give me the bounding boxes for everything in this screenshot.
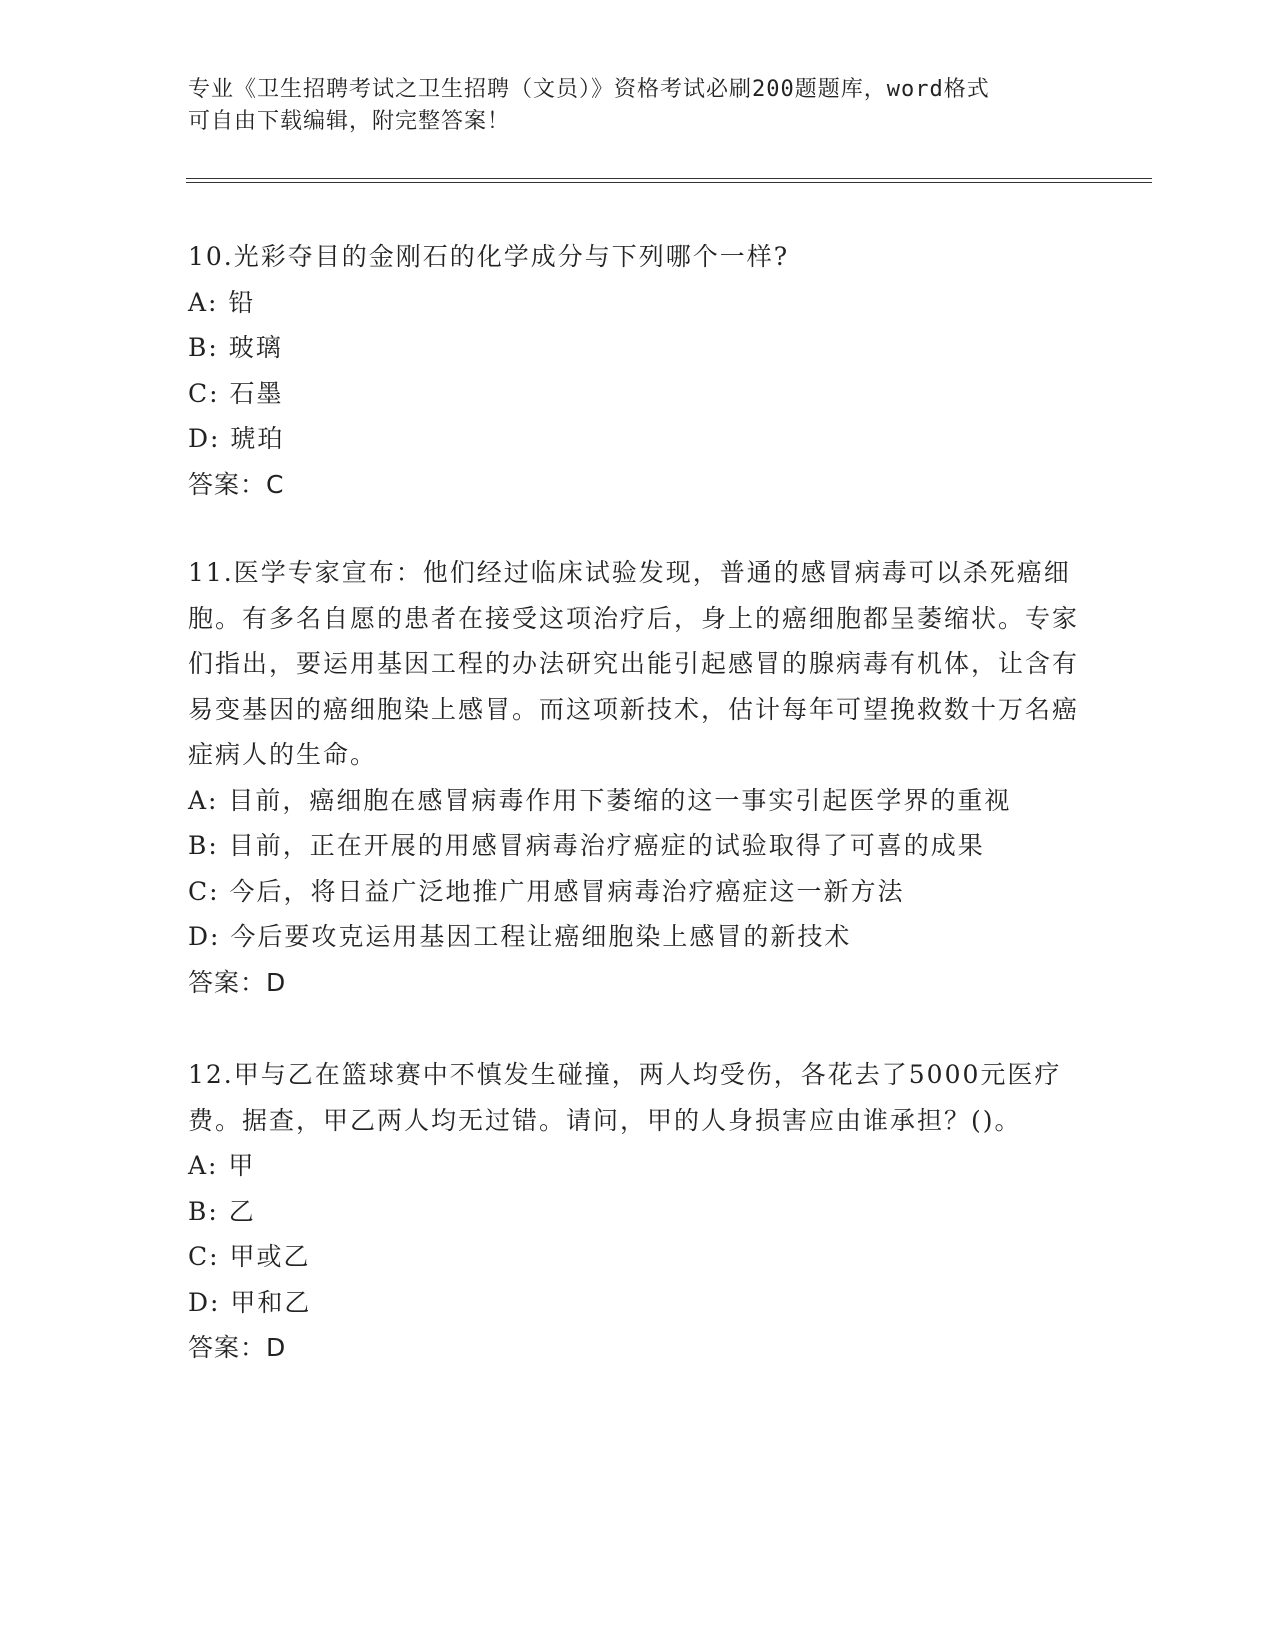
option-a: A: 目前，癌细胞在感冒病毒作用下萎缩的这一事实引起医学界的重视 bbox=[188, 785, 1012, 815]
option-c: C: 今后，将日益广泛地推广用感冒病毒治疗癌症这一新方法 bbox=[188, 876, 905, 906]
option-b: B: 目前，正在开展的用感冒病毒治疗癌症的试验取得了可喜的成果 bbox=[188, 831, 985, 860]
answer-label: 答案：D bbox=[188, 967, 287, 997]
option-a: A: 甲 bbox=[188, 1151, 256, 1180]
question-stem: 11.医学专家宣布：他们经过临床试验发现，普通的感冒病毒可以杀死癌细胞。有多名自愿的患者在接受这项治疗后，身上的癌细胞都呈萎缩状。专家们指出，要运用基因工程的办法研究出能引起感冒的腺病毒有机体，让含有易变基因的癌细胞染上感冒。而这项新技术，估计每年可望挽救数十万名癌症病人的生命。 bbox=[188, 558, 1080, 769]
option-c: C: 石墨 bbox=[188, 378, 284, 408]
answer-label: 答案：D bbox=[188, 1333, 287, 1362]
option-b: B: 玻璃 bbox=[188, 333, 283, 362]
option-d: D: 琥珀 bbox=[188, 424, 285, 453]
header-divider-top bbox=[186, 178, 1152, 179]
answer-label: 答案：C bbox=[188, 469, 285, 499]
question-11 bbox=[188, 550, 1088, 1005]
option-a: A: 铅 bbox=[188, 287, 256, 317]
question-stem: 12.甲与乙在篮球赛中不慎发生碰撞，两人均受伤，各花去了5000元医疗费。据查，甲乙两人均无过错。请问，甲的人身损害应由谁承担？()。 bbox=[188, 1060, 1062, 1135]
question-12 bbox=[188, 1052, 1088, 1371]
option-d: D: 甲和乙 bbox=[188, 1287, 312, 1317]
question-10 bbox=[188, 234, 1088, 507]
option-c: C: 甲或乙 bbox=[188, 1242, 311, 1271]
header-line-1: 专业《卫生招聘考试之卫生招聘（文员）》资格考试必刷200题题库，word格式 bbox=[188, 77, 990, 102]
document-header bbox=[188, 74, 1068, 138]
option-d: D: 今后要攻克运用基因工程让癌细胞染上感冒的新技术 bbox=[188, 922, 852, 951]
header-divider-bottom bbox=[186, 182, 1152, 183]
question-stem: 10.光彩夺目的金刚石的化学成分与下列哪个一样? bbox=[188, 242, 790, 271]
option-b: B: 乙 bbox=[188, 1196, 256, 1226]
header-line-2: 可自由下载编辑，附完整答案！ bbox=[188, 109, 511, 134]
